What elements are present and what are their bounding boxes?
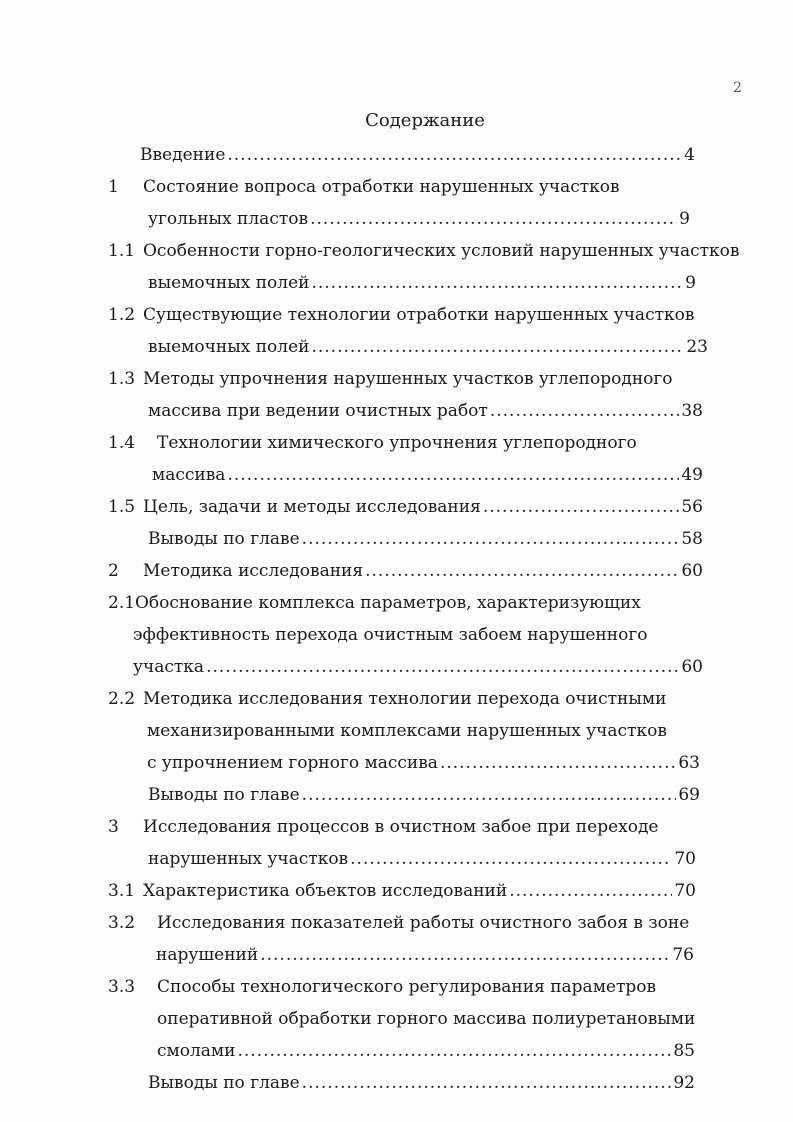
toc-leader-line bbox=[152, 463, 703, 487]
toc-entry-number: 1.5 bbox=[108, 497, 136, 517]
toc-leader-line bbox=[143, 879, 696, 903]
toc-entry-title: Цель, задачи и методы исследования bbox=[143, 497, 481, 517]
toc-entry-line: Исследования процессов в очистном забое при переходе bbox=[143, 817, 659, 837]
toc-entry-line: эффективность перехода очистным забоем нарушенного bbox=[133, 625, 648, 645]
toc-page-number: 9 bbox=[679, 209, 690, 229]
toc-entry-line: Методы упрочнения нарушенных участков углепородного bbox=[143, 369, 673, 389]
toc-entry-number: 3 bbox=[108, 817, 119, 837]
dot-leader bbox=[311, 335, 684, 359]
toc-entry-title: Характеристика объектов исследований bbox=[143, 881, 508, 901]
toc-entry-title: Введение bbox=[140, 145, 226, 165]
toc-page-number: 92 bbox=[673, 1073, 695, 1093]
toc-entry-line: Технологии химического упрочнения углепородного bbox=[157, 433, 637, 453]
toc-entry-title: массива при ведении очистных работ bbox=[148, 401, 488, 421]
dot-leader bbox=[302, 1071, 672, 1095]
dot-leader bbox=[440, 751, 676, 775]
toc-entry-line: Обоснование комплекса параметров, характеризующих bbox=[135, 593, 641, 613]
toc-entry-title: участка bbox=[133, 657, 205, 677]
toc-entry-number: 1 bbox=[108, 177, 119, 197]
toc-leader-line bbox=[148, 335, 708, 359]
dot-leader bbox=[509, 879, 672, 903]
dot-leader bbox=[310, 207, 677, 231]
dot-leader bbox=[483, 495, 680, 519]
toc-page-number: 76 bbox=[672, 945, 694, 965]
toc-leader-line bbox=[143, 559, 703, 583]
toc-entry-number: 2.2 bbox=[108, 689, 136, 709]
dot-leader bbox=[365, 559, 679, 583]
toc-entry-title: Выводы по главе bbox=[148, 529, 300, 549]
toc-leader-line bbox=[157, 1039, 695, 1063]
toc-page-number: 63 bbox=[678, 753, 700, 773]
toc-leader-line bbox=[148, 527, 703, 551]
toc-entry-line: Существующие технологии отработки нарушенных участков bbox=[143, 305, 695, 325]
toc-page-number: 69 bbox=[678, 785, 700, 805]
toc-entry-number: 1.2 bbox=[108, 305, 136, 325]
toc-entry-title: выемочных полей bbox=[148, 273, 310, 293]
toc-entry-line: Методика исследования технологии перехода очистными bbox=[143, 689, 667, 709]
dot-leader bbox=[302, 783, 677, 807]
toc-leader-line bbox=[140, 143, 695, 167]
toc-entry-line: Способы технологического регулирования параметров bbox=[157, 977, 657, 997]
toc-entry-title: выемочных полей bbox=[148, 337, 310, 357]
toc-entry-number: 2.1 bbox=[108, 593, 136, 613]
toc-leader-line bbox=[147, 751, 700, 775]
toc-entry-title: массива bbox=[152, 465, 226, 485]
toc-entry-title: нарушений bbox=[156, 945, 259, 965]
toc-entry-number: 1.1 bbox=[108, 241, 136, 261]
toc-entry-title: Методика исследования bbox=[143, 561, 364, 581]
toc-entry-line: Состояние вопроса отработки нарушенных участков bbox=[143, 177, 620, 197]
dot-leader bbox=[260, 943, 670, 967]
toc-page-number: 70 bbox=[674, 881, 696, 901]
toc-entry-title: угольных пластов bbox=[148, 209, 309, 229]
toc-page-number: 9 bbox=[685, 273, 696, 293]
toc-page-number: 38 bbox=[681, 401, 703, 421]
toc-page-number: 4 bbox=[684, 145, 695, 165]
toc-entry-title: Выводы по главе bbox=[148, 785, 300, 805]
toc-entry-number: 1.4 bbox=[108, 433, 136, 453]
toc-entry-title: смолами bbox=[157, 1041, 236, 1061]
toc-leader-line bbox=[133, 655, 703, 679]
toc-page-number: 85 bbox=[673, 1041, 695, 1061]
toc-leader-line bbox=[156, 943, 694, 967]
dot-leader bbox=[302, 527, 680, 551]
toc-entry-number: 3.3 bbox=[108, 977, 136, 997]
toc-entry-title: Выводы по главе bbox=[148, 1073, 300, 1093]
toc-leader-line bbox=[148, 1071, 695, 1095]
toc-page-number: 49 bbox=[681, 465, 703, 485]
toc-leader-line bbox=[148, 271, 696, 295]
toc-leader-line bbox=[148, 847, 696, 871]
toc-entry-line: механизированными комплексами нарушенных участков bbox=[147, 721, 667, 741]
toc-entry-line: оперативной обработки горного массива полиуретановыми bbox=[157, 1009, 696, 1029]
toc-page-number: 56 bbox=[681, 497, 703, 517]
dot-leader bbox=[311, 271, 683, 295]
dot-leader bbox=[237, 1039, 671, 1063]
dot-leader bbox=[227, 463, 679, 487]
toc-leader-line bbox=[143, 495, 703, 519]
dot-leader bbox=[490, 399, 680, 423]
toc-entry-title: нарушенных участков bbox=[148, 849, 349, 869]
toc-entry-number: 3.2 bbox=[108, 913, 136, 933]
toc-leader-line bbox=[148, 207, 690, 231]
toc-title: Содержание bbox=[365, 110, 485, 131]
toc-page-number: 70 bbox=[674, 849, 696, 869]
toc-page-number: 60 bbox=[681, 561, 703, 581]
dot-leader bbox=[206, 655, 679, 679]
page-number: 2 bbox=[733, 80, 742, 96]
toc-page-number: 58 bbox=[681, 529, 703, 549]
toc-entry-title: с упрочнением горного массива bbox=[147, 753, 438, 773]
toc-page-number: 23 bbox=[686, 337, 708, 357]
dot-leader bbox=[350, 847, 672, 871]
toc-entry-line: Исследования показателей работы очистного забоя в зоне bbox=[157, 913, 690, 933]
toc-entry-number: 1.3 bbox=[108, 369, 136, 389]
toc-page-number: 60 bbox=[681, 657, 703, 677]
toc-entry-number: 3.1 bbox=[108, 881, 136, 901]
dot-leader bbox=[227, 143, 682, 167]
toc-entry-number: 2 bbox=[108, 561, 119, 581]
toc-entry-line: Особенности горно-геологических условий нарушенных участков bbox=[143, 241, 740, 261]
toc-leader-line bbox=[148, 783, 700, 807]
toc-leader-line bbox=[148, 399, 703, 423]
